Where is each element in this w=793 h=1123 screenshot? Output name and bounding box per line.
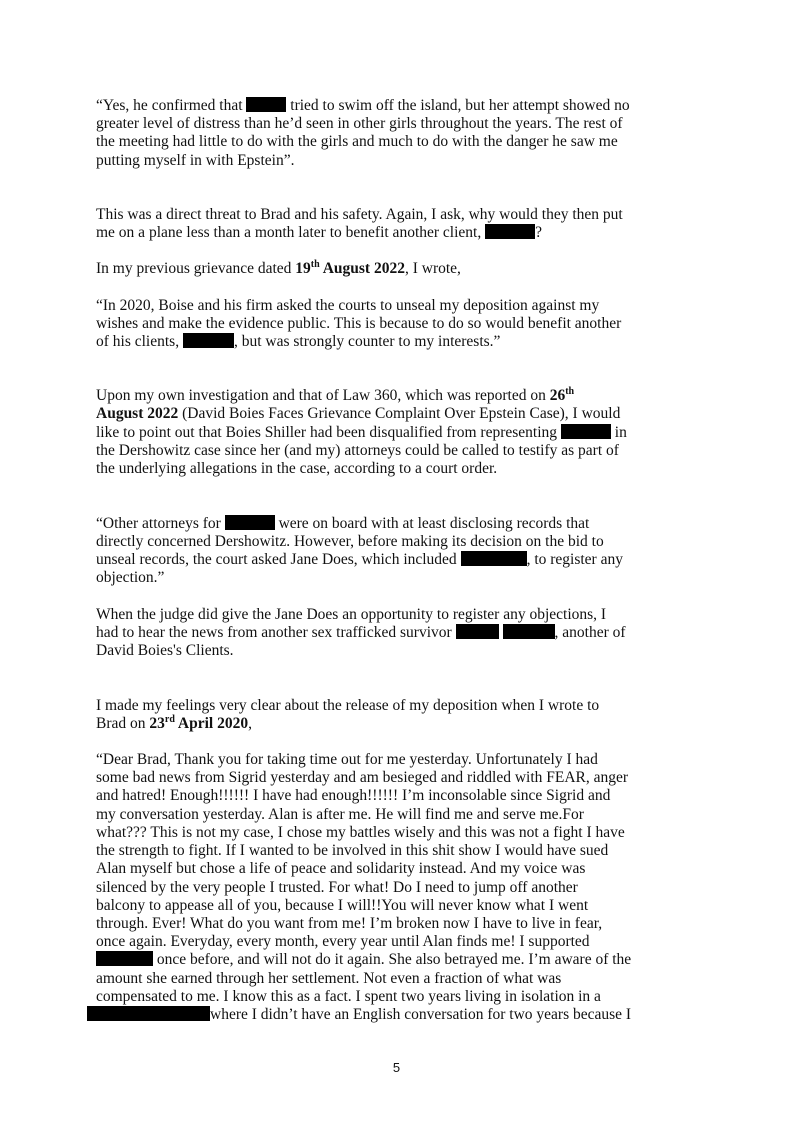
paragraph-line [96,387,574,405]
redaction-block [485,224,535,239]
text: where I didn’t have an English conversation for two years because I [210,1006,632,1023]
paragraph-line: silenced by the very people I trusted. For what! Do I need to jump off another [96,879,578,896]
redaction-block [96,951,153,966]
date-bold: 26th [549,386,575,404]
paragraph-line: the meeting had little to do with the girls and much to do with the danger he saw me [96,133,618,150]
paragraph-line: putting myself in with Epstein”. [96,152,295,169]
text: , I wrote, [404,260,461,277]
redaction-block [561,424,611,439]
text: “Other attorneys for [96,515,225,532]
paragraph-line [96,951,631,969]
text: tried to swim off the island, but her attempt showed no [286,97,630,114]
text: , another of [554,624,626,641]
paragraph-line [96,424,627,442]
text: once before, and will not do it again. She also betrayed me. I’m aware of the [153,951,632,968]
text: like to point out that Boies Shiller had been disqualified from representing [96,424,561,441]
paragraph-line: “In 2020, Boise and his firm asked the courts to unseal my deposition against my [96,297,600,314]
text: me on a plane less than a month later to benefit another client, [96,224,486,241]
text: had to hear the news from another sex trafficked survivor [96,624,456,641]
paragraph-line: Alan myself but chose a life of peace and solidarity instead. And my voice was [96,860,586,877]
paragraph-line: some bad news from Sigrid yesterday and am besieged and riddled with FEAR, anger [96,769,629,786]
paragraph-line [96,551,623,569]
text: in [610,424,627,441]
text: “Yes, he confirmed that [96,97,247,114]
paragraph-line: David Boies's Clients. [96,642,234,659]
paragraph-line: amount she earned through her settlement. Not even a fraction of what was [96,970,562,987]
paragraph-line: This was a direct threat to Brad and his safety. Again, I ask, why would they then put [96,206,623,223]
paragraph-line: the Dershowitz case since her (and my) attorneys could be called to testify as part of [96,442,619,459]
text: ? [535,224,542,241]
text: unseal records, the court asked Jane Does, which included [96,551,461,568]
redaction-block [183,333,234,348]
paragraph-line: compensated to me. I know this as a fact. I spent two years living in isolation in a [96,988,601,1005]
paragraph-line: directly concerned Dershowitz. However, before making its decision on the bid to [96,533,604,550]
redaction-block [87,1006,210,1021]
date-bold: August 2022 [96,405,179,422]
paragraph-line [96,624,626,642]
text: , [248,715,252,732]
paragraph-line: wishes and make the evidence public. This is because to do so would benefit another [96,315,622,332]
text: were on board with at least disclosing records that [274,515,590,532]
paragraph-line [96,260,461,278]
paragraph-line [96,405,620,423]
paragraph-line: what??? This is not my case, I chose my battles wisely and this was not a fight I have [96,824,625,841]
paragraph-line [96,515,589,533]
paragraph-line: When the judge did give the Jane Does an opportunity to register any objections, I [96,606,607,623]
paragraph-line [96,97,630,115]
paragraph-line: greater level of distress than he’d seen in other girls throughout the years. The rest of [96,115,623,132]
paragraph-line [96,333,500,351]
text: (David Boies Faces Grievance Complaint Over Epstein Case), I would [178,405,621,422]
paragraph-line: through. Ever! What do you want from me! I’m broken now I have to live in fear, [96,915,603,932]
paragraph-line: “Dear Brad, Thank you for taking time out for me yesterday. Unfortunately I had [96,751,598,768]
date-bold: 23rd April 2020 [149,714,249,732]
redaction-block [503,624,555,639]
paragraph-line: the strength to fight. If I wanted to be involved in this shit show I would have sued [96,842,609,859]
paragraph-line: the underlying allegations in the case, according to a court order. [96,460,498,477]
paragraph-line: my conversation yesterday. Alan is after me. He will find me and serve me.For [96,806,584,823]
paragraph-line: and hatred! Enough!!!!!! I have had enough!!!!!! I’m inconsolable since Sigrid and [96,787,611,804]
page-number: 5 [392,1060,401,1075]
paragraph-line [96,224,542,242]
paragraph-line: objection.” [96,569,165,586]
redaction-block [246,97,286,112]
paragraph-line: balcony to appease all of you, because I will!!You will never know what I went [96,897,589,914]
text: Brad on [96,715,150,732]
paragraph-line: I made my feelings very clear about the release of my deposition when I wrote to [96,697,600,714]
redaction-block [225,515,275,530]
text: In my previous grievance dated [96,260,296,277]
text: , to register any [526,551,623,568]
paragraph-line [87,1006,631,1024]
text: of his clients, [96,333,183,350]
text: , but was strongly counter to my interests.” [233,333,501,350]
redaction-block [461,551,527,566]
paragraph-line [96,715,252,733]
date-bold: 19th August 2022 [295,259,405,277]
paragraph-line: once again. Everyday, every month, every year until Alan finds me! I supported [96,933,590,950]
text: Upon my own investigation and that of Law 360, which was reported on [96,387,550,404]
redaction-block [456,624,499,639]
